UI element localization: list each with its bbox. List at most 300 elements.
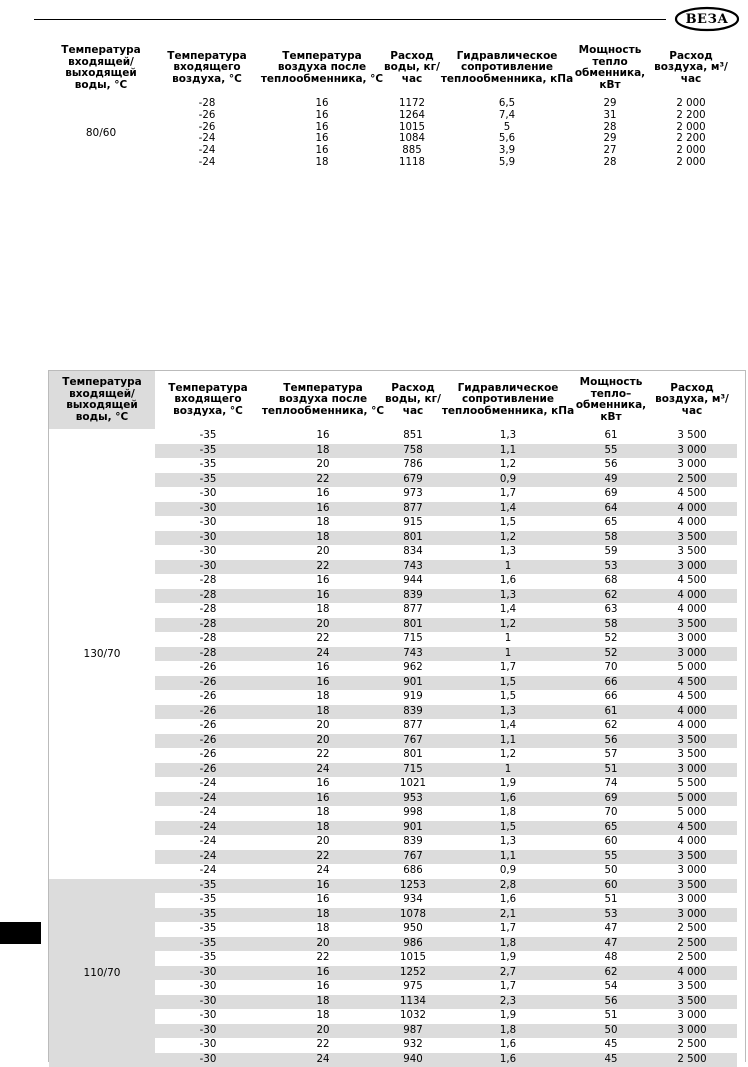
header-rule [34, 19, 666, 20]
table-cell: 1,5 [441, 676, 575, 691]
table-cell: 16 [261, 676, 385, 691]
table-cell: 66 [575, 690, 647, 705]
table-cell: 16 [261, 980, 385, 995]
table-cell: 31 [574, 110, 646, 122]
table-cell: 18 [261, 531, 385, 546]
table-cell: 5 000 [647, 661, 737, 676]
table-cell: -35 [155, 937, 261, 952]
table-cell: -26 [155, 763, 261, 778]
table-row [155, 850, 737, 865]
table-cell: -24 [154, 157, 260, 169]
table-cell: -30 [155, 502, 261, 517]
table-cell: 50 [575, 1024, 647, 1039]
table-cell: 4 000 [647, 835, 737, 850]
header-water-temp: Температура входящей/ выходящей воды, °С [49, 371, 155, 429]
table-cell: 5,9 [440, 157, 574, 169]
table-cell: -35 [155, 429, 261, 444]
table-row [155, 1053, 737, 1067]
table-cell: -28 [155, 632, 261, 647]
table-cell: 20 [261, 734, 385, 749]
table-cell: 5 500 [647, 777, 737, 792]
table-cell: -28 [155, 618, 261, 633]
table-cell: 767 [385, 850, 441, 865]
table-cell: 1,8 [441, 937, 575, 952]
header-air-flow: Расход воздуха, м³/час [646, 38, 736, 98]
table-cell: 48 [575, 951, 647, 966]
table-cell: 47 [575, 937, 647, 952]
table-cell: 3 000 [647, 1009, 737, 1024]
header-inlet-air-temp: Температура входящего воздуха, °С [154, 38, 260, 98]
table-row [155, 531, 737, 546]
table-cell: 56 [575, 458, 647, 473]
table-cell: 57 [575, 748, 647, 763]
header-outlet-air-temp: Температура воздуха после теплообменника, °С [261, 371, 385, 429]
table-cell: -30 [155, 1024, 261, 1039]
table-cell: 16 [261, 792, 385, 807]
table-cell: 877 [385, 502, 441, 517]
table-cell: -28 [155, 647, 261, 662]
table-cell: 1,7 [441, 487, 575, 502]
table-cell: 1,6 [441, 1038, 575, 1053]
group-label: 80/60 [48, 98, 154, 169]
table-cell: -28 [154, 98, 260, 110]
table-row [155, 661, 737, 676]
table-cell: 56 [575, 995, 647, 1010]
table-cell: -24 [155, 792, 261, 807]
table-130-110 [48, 370, 746, 1062]
table-cell: -35 [155, 893, 261, 908]
table-cell: 2 200 [646, 110, 736, 122]
table-cell: 54 [575, 980, 647, 995]
table-row [155, 922, 737, 937]
table-cell: 61 [575, 705, 647, 720]
table-cell: -35 [155, 879, 261, 894]
table-cell: 1,8 [441, 1024, 575, 1039]
table-cell: 22 [261, 951, 385, 966]
table-cell: 715 [385, 632, 441, 647]
table-row [154, 110, 736, 122]
table-row [155, 574, 737, 589]
table-cell: 2,1 [441, 908, 575, 923]
table-row [155, 864, 737, 879]
table-row [155, 444, 737, 459]
table-cell: 3 000 [647, 763, 737, 778]
table-row [154, 122, 736, 134]
table-row [155, 647, 737, 662]
table-cell: 1,3 [441, 545, 575, 560]
table-cell: 1,1 [441, 734, 575, 749]
table-cell: -35 [155, 458, 261, 473]
table-cell: 29 [574, 98, 646, 110]
table-row [155, 893, 737, 908]
table-row [154, 98, 736, 110]
table-cell: 1015 [384, 122, 440, 134]
table-cell: 1,7 [441, 661, 575, 676]
table-cell: 4 500 [647, 690, 737, 705]
table-cell: 3 500 [647, 545, 737, 560]
table-row [154, 133, 736, 145]
veza-logo [674, 6, 740, 32]
table-cell: 3 000 [647, 560, 737, 575]
table-cell: 3 500 [647, 531, 737, 546]
table-cell: 18 [260, 157, 384, 169]
table-cell: 50 [575, 864, 647, 879]
table-cell: 24 [261, 647, 385, 662]
logo-text: ВЕЗА [674, 6, 740, 32]
table-cell: 16 [260, 145, 384, 157]
table-cell: 2 500 [647, 951, 737, 966]
table-cell: 0,9 [441, 864, 575, 879]
table-header [49, 371, 745, 429]
table-cell: 27 [574, 145, 646, 157]
table-cell: 839 [385, 705, 441, 720]
table-cell: 60 [575, 835, 647, 850]
table-cell: -30 [155, 487, 261, 502]
table-cell: 801 [385, 618, 441, 633]
table-cell: 74 [575, 777, 647, 792]
table-cell: 915 [385, 516, 441, 531]
table-cell: 29 [574, 133, 646, 145]
table-cell: 7,4 [440, 110, 574, 122]
table-cell: -28 [155, 603, 261, 618]
table-cell: 1 [441, 560, 575, 575]
table-cell: 2 500 [647, 937, 737, 952]
table-cell: 877 [385, 603, 441, 618]
header-power: Мощность тепло обменника, кВт [574, 38, 646, 98]
table-cell: 2 500 [647, 922, 737, 937]
table-cell: 1,3 [441, 429, 575, 444]
table-cell: 987 [385, 1024, 441, 1039]
table-cell: 20 [261, 835, 385, 850]
table-cell: -26 [154, 122, 260, 134]
table-cell: 16 [261, 487, 385, 502]
table-cell: 61 [575, 429, 647, 444]
table-cell: 51 [575, 763, 647, 778]
table-cell: 2 000 [646, 145, 736, 157]
table-row [155, 777, 737, 792]
table-row [155, 1024, 737, 1039]
table-cell: 801 [385, 748, 441, 763]
table-cell: 1,2 [441, 748, 575, 763]
table-row [155, 908, 737, 923]
table-cell: 22 [261, 632, 385, 647]
table-cell: 3 500 [647, 748, 737, 763]
table-cell: 3,9 [440, 145, 574, 157]
table-row [155, 937, 737, 952]
table-cell: 998 [385, 806, 441, 821]
table-cell: 3 500 [647, 618, 737, 633]
table-cell: 45 [575, 1053, 647, 1067]
table-cell: 1084 [384, 133, 440, 145]
table-cell: 743 [385, 560, 441, 575]
table-cell: 22 [261, 560, 385, 575]
header-water-flow: Расход воды, кг/час [385, 371, 441, 429]
table-cell: 16 [260, 133, 384, 145]
table-cell: 2 500 [647, 1053, 737, 1067]
table-cell: 16 [260, 122, 384, 134]
table-cell: 1021 [385, 777, 441, 792]
table-cell: 4 000 [647, 603, 737, 618]
table-cell: 3 000 [647, 893, 737, 908]
table-cell: 1,2 [441, 618, 575, 633]
table-row [155, 429, 737, 444]
table-cell: 24 [261, 763, 385, 778]
table-row [155, 632, 737, 647]
table-row [155, 792, 737, 807]
table-cell: -24 [154, 145, 260, 157]
table-cell: 2 500 [647, 1038, 737, 1053]
row-group [49, 429, 745, 879]
header-water-flow: Расход воды, кг/час [384, 38, 440, 98]
table-cell: 1,5 [441, 690, 575, 705]
table-cell: 52 [575, 632, 647, 647]
table-row [154, 157, 736, 169]
table-cell: 56 [575, 734, 647, 749]
table-cell: 4 500 [647, 821, 737, 836]
table-cell: 16 [261, 879, 385, 894]
table-cell: -30 [155, 1009, 261, 1024]
table-cell: 2,7 [441, 966, 575, 981]
table-cell: 16 [261, 589, 385, 604]
table-cell: -26 [155, 705, 261, 720]
table-cell: 1 [441, 647, 575, 662]
table-cell: 4 000 [647, 589, 737, 604]
header-hydraulic-resistance: Гидравлическое сопротивление теплообменника, кПа [440, 38, 574, 98]
table-cell: 18 [261, 603, 385, 618]
table-cell: 68 [575, 574, 647, 589]
table-cell: 24 [261, 864, 385, 879]
table-cell: 1,4 [441, 603, 575, 618]
table-cell: 885 [384, 145, 440, 157]
table-cell: 28 [574, 157, 646, 169]
table-cell: 47 [575, 922, 647, 937]
table-cell: 1,4 [441, 719, 575, 734]
table-cell: 1,1 [441, 444, 575, 459]
table-cell: 65 [575, 516, 647, 531]
table-cell: 64 [575, 502, 647, 517]
table-cell: 70 [575, 661, 647, 676]
table-cell: 1,3 [441, 589, 575, 604]
table-header [48, 38, 744, 98]
row-group [48, 98, 744, 169]
table-cell: 767 [385, 734, 441, 749]
table-cell: 18 [261, 806, 385, 821]
table-cell: 58 [575, 531, 647, 546]
table-row [155, 560, 737, 575]
table-row [155, 1038, 737, 1053]
table-cell: 20 [261, 545, 385, 560]
table-cell: -24 [154, 133, 260, 145]
table-cell: -30 [155, 980, 261, 995]
table-cell: 4 000 [647, 502, 737, 517]
table-cell: 65 [575, 821, 647, 836]
table-cell: 2 000 [646, 122, 736, 134]
table-cell: 20 [261, 937, 385, 952]
table-cell: 16 [261, 966, 385, 981]
table-80-60 [48, 38, 744, 169]
table-cell: 3 500 [647, 734, 737, 749]
table-cell: -28 [155, 574, 261, 589]
table-cell: 3 500 [647, 850, 737, 865]
table-cell: 3 500 [647, 995, 737, 1010]
table-row [155, 734, 737, 749]
table-row [155, 589, 737, 604]
table-cell: 3 000 [647, 1024, 737, 1039]
table-cell: -24 [155, 821, 261, 836]
table-cell: -30 [155, 516, 261, 531]
table-row [155, 545, 737, 560]
table-cell: -24 [155, 835, 261, 850]
table-cell: 2 000 [646, 157, 736, 169]
table-cell: -26 [155, 661, 261, 676]
header-hydraulic-resistance: Гидравлическое сопротивление теплообменника, кПа [441, 371, 575, 429]
table-row [155, 821, 737, 836]
table-cell: 1015 [385, 951, 441, 966]
table-cell: 16 [261, 893, 385, 908]
table-cell: -26 [155, 748, 261, 763]
table-body [49, 429, 745, 1067]
table-cell: 20 [261, 458, 385, 473]
table-cell: 986 [385, 937, 441, 952]
table-cell: -35 [155, 951, 261, 966]
table-cell: 16 [261, 429, 385, 444]
header-inlet-air-temp: Температура входящего воздуха, °С [155, 371, 261, 429]
table-cell: 53 [575, 560, 647, 575]
table-cell: 1 [441, 763, 575, 778]
table-row [155, 690, 737, 705]
table-cell: 69 [575, 487, 647, 502]
table-cell: 932 [385, 1038, 441, 1053]
table-cell: 52 [575, 647, 647, 662]
header-power: Мощность тепло– обменника, кВт [575, 371, 647, 429]
header-outlet-air-temp: Температура воздуха после теплообменника, °С [260, 38, 384, 98]
table-cell: 1,1 [441, 850, 575, 865]
table-cell: -35 [155, 473, 261, 488]
table-cell: 55 [575, 444, 647, 459]
table-cell: -26 [155, 676, 261, 691]
table-cell: 18 [261, 444, 385, 459]
table-cell: 1,3 [441, 835, 575, 850]
table-cell: -24 [155, 850, 261, 865]
table-cell: 877 [385, 719, 441, 734]
table-cell: 51 [575, 893, 647, 908]
table-cell: 4 000 [647, 516, 737, 531]
table-cell: 18 [261, 690, 385, 705]
table-cell: 53 [575, 908, 647, 923]
table-cell: 62 [575, 966, 647, 981]
table-cell: -35 [155, 908, 261, 923]
table-cell: 944 [385, 574, 441, 589]
table-cell: 3 000 [647, 864, 737, 879]
table-row [155, 603, 737, 618]
table-cell: 3 000 [647, 908, 737, 923]
table-cell: 16 [260, 98, 384, 110]
table-cell: 20 [261, 1024, 385, 1039]
table-cell: 686 [385, 864, 441, 879]
table-cell: 22 [261, 748, 385, 763]
table-cell: 715 [385, 763, 441, 778]
table-cell: 51 [575, 1009, 647, 1024]
table-cell: 1,9 [441, 1009, 575, 1024]
table-cell: -24 [155, 777, 261, 792]
table-cell: 786 [385, 458, 441, 473]
table-cell: -35 [155, 922, 261, 937]
table-cell: 18 [261, 1009, 385, 1024]
table-row [154, 145, 736, 157]
table-cell: -26 [155, 690, 261, 705]
table-cell: 901 [385, 676, 441, 691]
table-cell: 934 [385, 893, 441, 908]
table-cell: 4 500 [647, 487, 737, 502]
table-cell: 18 [261, 821, 385, 836]
table-row [155, 458, 737, 473]
table-cell: 4 500 [647, 676, 737, 691]
table-cell: 69 [575, 792, 647, 807]
table-cell: 1264 [384, 110, 440, 122]
group-label: 130/70 [49, 429, 155, 879]
table-cell: 1,6 [441, 574, 575, 589]
table-cell: 839 [385, 589, 441, 604]
table-cell: -30 [155, 1038, 261, 1053]
table-cell: 962 [385, 661, 441, 676]
table-cell: 16 [261, 777, 385, 792]
table-cell: 1172 [384, 98, 440, 110]
table-cell: -30 [155, 1053, 261, 1067]
table-cell: 6,5 [440, 98, 574, 110]
table-cell: -30 [155, 545, 261, 560]
table-cell: 49 [575, 473, 647, 488]
table-cell: 18 [261, 516, 385, 531]
table-cell: 18 [261, 705, 385, 720]
table-cell: 59 [575, 545, 647, 560]
table-cell: 1,6 [441, 792, 575, 807]
table-cell: 60 [575, 879, 647, 894]
table-cell: 22 [261, 473, 385, 488]
page-side-tab [0, 922, 41, 944]
table-cell: -26 [155, 734, 261, 749]
table-cell: 940 [385, 1053, 441, 1067]
table-cell: 58 [575, 618, 647, 633]
table-cell: 1,6 [441, 1053, 575, 1067]
table-cell: 16 [261, 661, 385, 676]
table-row [155, 879, 737, 894]
table-cell: 1134 [385, 995, 441, 1010]
table-row [155, 966, 737, 981]
table-cell: 1,6 [441, 893, 575, 908]
table-row [155, 516, 737, 531]
table-row [155, 705, 737, 720]
table-row [155, 835, 737, 850]
table-cell: 1,9 [441, 777, 575, 792]
table-cell: 20 [261, 618, 385, 633]
table-row [155, 487, 737, 502]
table-cell: -35 [155, 444, 261, 459]
table-cell: 901 [385, 821, 441, 836]
table-cell: 3 500 [647, 980, 737, 995]
table-cell: 0,9 [441, 473, 575, 488]
table-cell: 851 [385, 429, 441, 444]
table-cell: 1,5 [441, 821, 575, 836]
table-cell: -24 [155, 806, 261, 821]
table-row [155, 995, 737, 1010]
table-cell: 1032 [385, 1009, 441, 1024]
table-cell: 20 [261, 719, 385, 734]
table-body [48, 98, 744, 169]
table-cell: 4 500 [647, 574, 737, 589]
table-cell: 1 [441, 632, 575, 647]
table-cell: 18 [261, 922, 385, 937]
table-cell: 2,8 [441, 879, 575, 894]
